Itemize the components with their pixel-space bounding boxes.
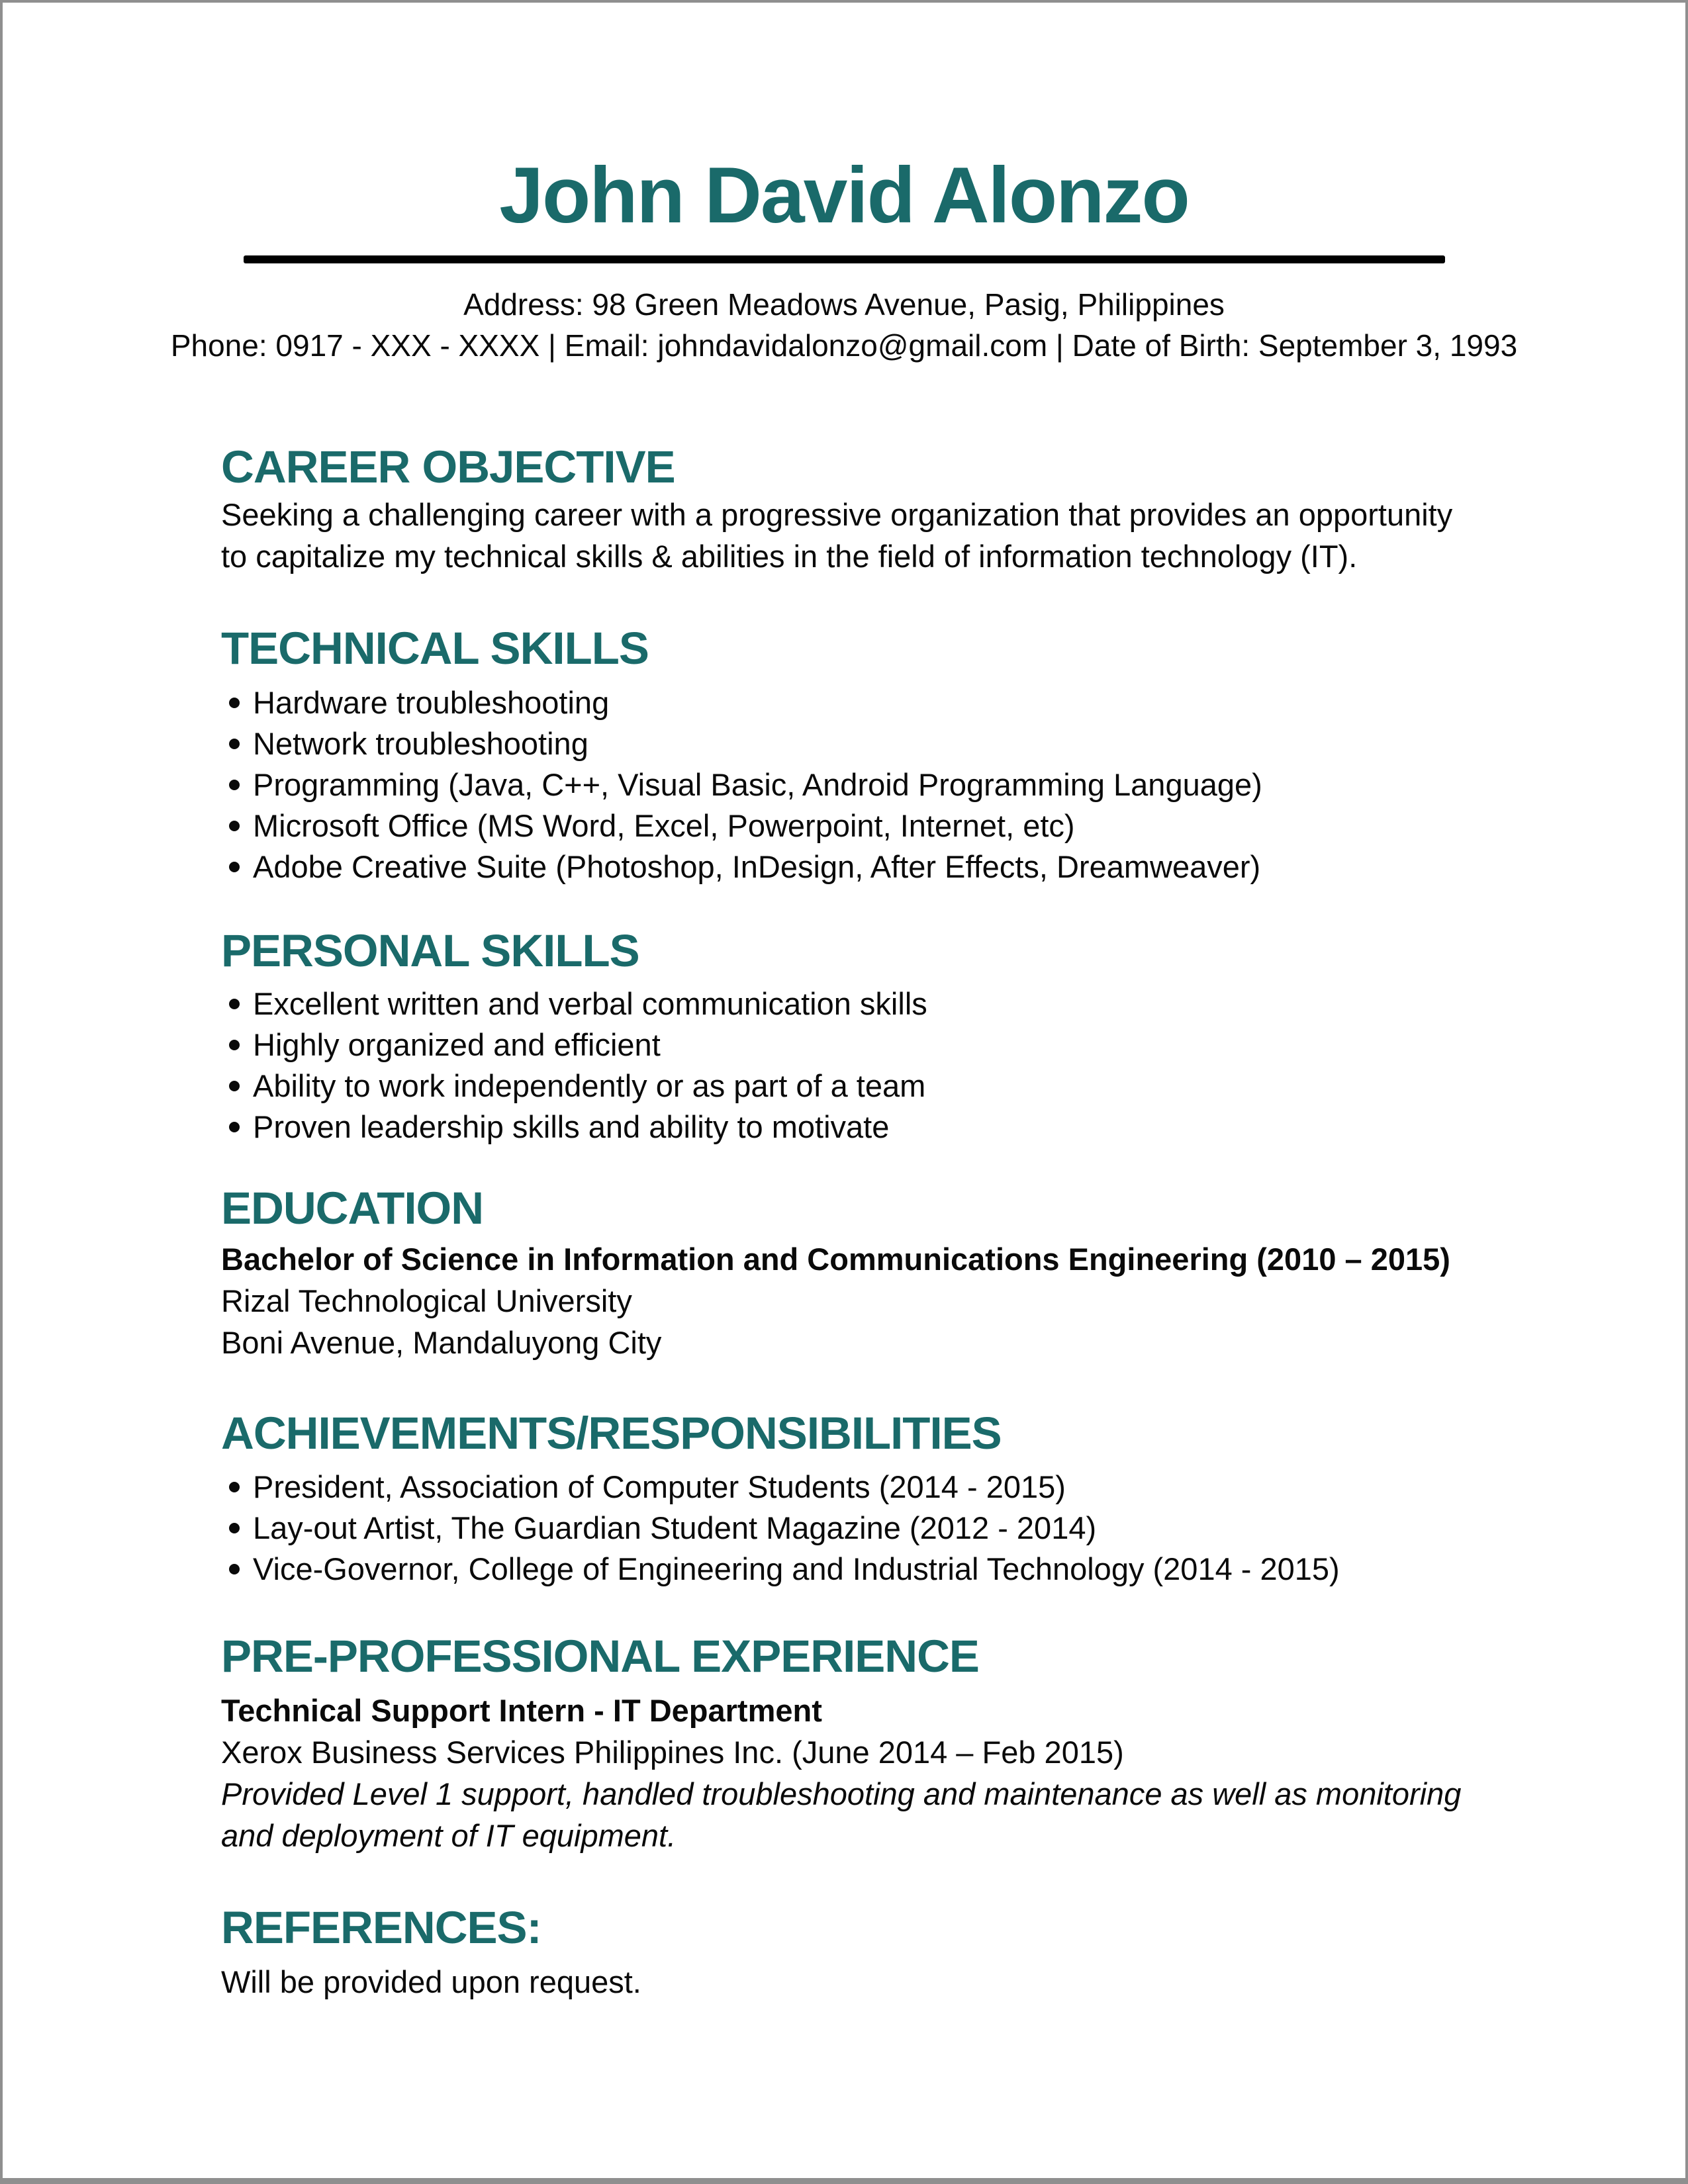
experience-description-line: Provided Level 1 support, handled troubleshooting and maintenance as well as monitoring <box>221 1776 1462 1811</box>
bullet-icon <box>229 1482 240 1492</box>
technical-skill-item <box>221 846 1467 887</box>
technical-skill-label: Adobe Creative Suite (Photoshop, InDesign, After Effects, Dreamweaver) <box>253 849 1261 884</box>
technical-skill-item <box>221 764 1467 805</box>
technical-skill-label: Network troubleshooting <box>253 726 588 761</box>
technical-skill-item <box>221 723 1467 764</box>
section-heading-experience: PRE-PROFESSIONAL EXPERIENCE <box>221 1631 979 1682</box>
resume-body <box>3 441 1685 2003</box>
career-objective-paragraph <box>221 494 1467 577</box>
technical-skill-label: Hardware troubleshooting <box>253 685 610 720</box>
bullet-icon <box>229 1081 240 1091</box>
personal-skill-label: Proven leadership skills and ability to motivate <box>253 1109 890 1144</box>
bullet-icon <box>229 1040 240 1050</box>
bullet-icon <box>229 999 240 1009</box>
section-heading-career-objective: CAREER OBJECTIVE <box>221 441 675 492</box>
section-heading-education: EDUCATION <box>221 1183 484 1234</box>
contact-address: Address: 98 Green Meadows Avenue, Pasig, Philippines <box>463 287 1225 322</box>
achievements-list <box>221 1467 1467 1590</box>
personal-skill-item <box>221 983 1467 1024</box>
personal-skill-item <box>221 1024 1467 1066</box>
experience-role: Technical Support Intern - IT Department <box>221 1693 822 1728</box>
contact-phone-email-dob: Phone: 0917 - XXX - XXXX | Email: johndavidalonzo@gmail.com | Date of Birth: September 3, 1993 <box>170 328 1518 363</box>
bullet-icon <box>229 1564 240 1574</box>
contact-info <box>3 284 1685 366</box>
personal-skills-list <box>221 983 1467 1148</box>
personal-skill-item <box>221 1066 1467 1107</box>
experience-details <box>221 1690 1467 1856</box>
education-degree: Bachelor of Science in Information and Communications Engineering (2010 – 2015) <box>221 1242 1450 1277</box>
achievement-item <box>221 1508 1467 1549</box>
bullet-icon <box>229 1523 240 1533</box>
bullet-icon <box>229 1122 240 1132</box>
personal-skill-label: Ability to work independently or as part of a team <box>253 1068 926 1103</box>
references-text: Will be provided upon request. <box>221 1964 641 1999</box>
personal-skill-item <box>221 1107 1467 1148</box>
personal-skill-label: Highly organized and efficient <box>253 1027 661 1062</box>
career-objective-line: to capitalize my technical skills & abilities in the field of information technology (IT). <box>221 539 1358 574</box>
header-divider <box>244 255 1445 263</box>
achievement-label: President, Association of Computer Students (2014 - 2015) <box>253 1469 1066 1504</box>
education-location: Boni Avenue, Mandaluyong City <box>221 1325 662 1360</box>
section-heading-technical-skills: TECHNICAL SKILLS <box>221 623 649 674</box>
technical-skills-list <box>221 682 1467 887</box>
experience-description-line: and deployment of IT equipment. <box>221 1818 677 1853</box>
bullet-icon <box>229 698 240 708</box>
section-heading-personal-skills: PERSONAL SKILLS <box>221 925 639 976</box>
achievement-item <box>221 1549 1467 1590</box>
bullet-icon <box>229 780 240 790</box>
technical-skill-item <box>221 805 1467 846</box>
technical-skill-label: Microsoft Office (MS Word, Excel, Powerpoint, Internet, etc) <box>253 808 1075 843</box>
bullet-icon <box>229 739 240 749</box>
personal-skill-label: Excellent written and verbal communication skills <box>253 986 927 1021</box>
experience-company: Xerox Business Services Philippines Inc. (June 2014 – Feb 2015) <box>221 1735 1124 1770</box>
bullet-icon <box>229 862 240 872</box>
page-title: John David Alonzo <box>499 151 1189 240</box>
section-heading-achievements: ACHIEVEMENTS/RESPONSIBILITIES <box>221 1408 1002 1459</box>
technical-skill-item <box>221 682 1467 723</box>
education-details <box>221 1238 1467 1363</box>
education-school: Rizal Technological University <box>221 1283 632 1318</box>
section-heading-references: REFERENCES: <box>221 1902 541 1953</box>
achievement-label: Vice-Governor, College of Engineering and Industrial Technology (2014 - 2015) <box>253 1551 1340 1586</box>
achievement-label: Lay-out Artist, The Guardian Student Magazine (2012 - 2014) <box>253 1510 1097 1545</box>
experience-description <box>221 1773 1467 1856</box>
technical-skill-label: Programming (Java, C++, Visual Basic, Android Programming Language) <box>253 767 1262 802</box>
career-objective-line: Seeking a challenging career with a progressive organization that provides an opportunity <box>221 497 1453 532</box>
bullet-icon <box>229 821 240 831</box>
achievement-item <box>221 1467 1467 1508</box>
